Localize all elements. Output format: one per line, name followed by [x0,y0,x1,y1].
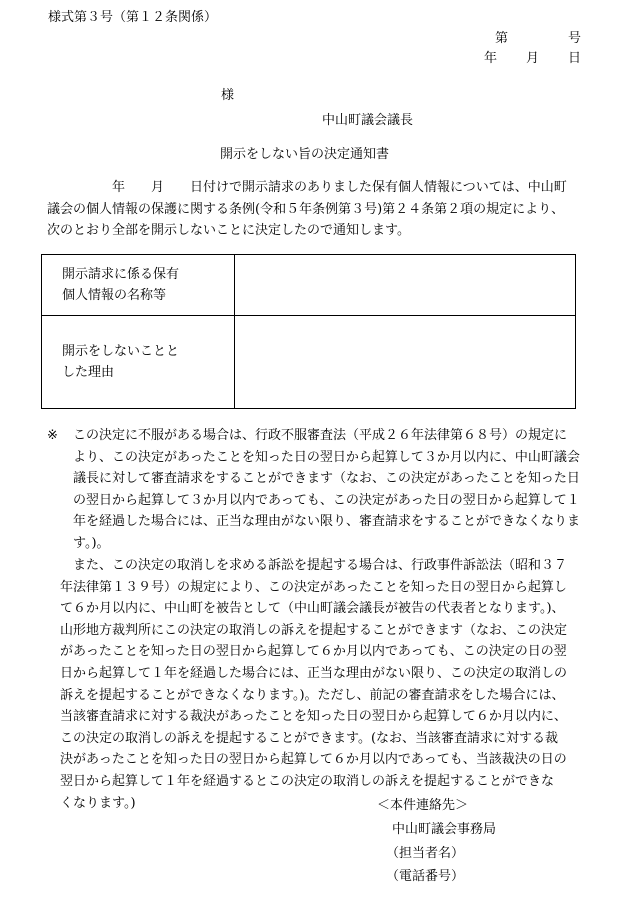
document-title: 開示をしない旨の決定通知書 [220,147,390,162]
note-line: 年を経過した場合には、正当な理由がない限り、審査請求をすることができなくなりま [73,514,581,530]
note-line: 訴えを提起することができなくなります。)。ただし、前記の審査請求をした場合には、 [60,687,565,703]
note-line: 当該審査請求に対する裁決があったことを知った日の翌日から起算して６か月以内に、 [60,709,567,725]
date-day: 日 [568,51,582,66]
body-line: 年 月 日付けで開示請求のありました保有個人情報については、中山町 [47,180,567,195]
note-line: の翌日から起算して３か月以内であっても、この決定があった日の翌日から起算して１ [73,492,580,508]
table-row [42,316,576,409]
note-line: くなります。) [60,795,136,811]
doc-number-dai: 第 [495,31,509,46]
body-text [47,177,583,242]
note-line: 議長に対して審査請求をすることができます（なお、この決定があったことを知った日 [73,471,580,487]
doc-number-go: 号 [568,31,582,46]
info-table [41,254,576,409]
table-row [42,255,576,316]
date-year: 年 [484,51,498,66]
row2-label-line: 開示をしないことと [62,344,180,359]
note-line: 山形地方裁判所にこの決定の取消しの訴えを提起することができます（なお、この決定 [60,622,568,638]
note-line: 日から起算して１年を経過した場合には、正当な理由がない限り、この決定の取消しの [60,665,568,681]
sender-name: 中山町議会議長 [322,113,414,128]
row1-label-line: 開示請求に係る保有 [62,267,180,282]
note-line: て６か月以内に、中山町を被告として（中山町議会議長が被告の代表者となります。)、 [60,601,565,617]
note-mark: ※ [47,428,58,443]
addressee-suffix: 様 [221,88,235,103]
contact-person: （担当者名） [386,846,465,861]
note-line: この決定の取消しの訴えを提起することができます。(なお、当該審査請求に対する裁 [60,730,559,746]
date-month: 月 [526,51,540,66]
note-paragraph-2 [60,555,585,814]
note-line: す。)。 [73,535,110,551]
note-line: この決定に不服がある場合は、行政不服審査法（平成２６年法律第６８号）の規定に [73,428,568,443]
contact-office: 中山町議会事務局 [392,822,497,837]
note-line: より、この決定があったことを知った日の翌日から起算して３か月以内に、中山町議会 [73,449,580,465]
row1-label [42,255,235,316]
note-line: 年法律第１３９号）の規定により、この決定があったことを知った日の翌日から起算し [60,579,567,595]
note-paragraph-1 [73,425,583,555]
body-line: 次のとおり全部を開示しないことに決定したので通知します。 [47,223,410,239]
row2-label-line: した理由 [62,365,115,380]
body-line: 議会の個人情報の保護に関する条例(令和５年条例第３号)第２４条第２項の規定により、 [47,201,565,217]
note-line: があったことを知った日の翌日から起算して６か月以内であっても、この決定の日の翌 [60,644,567,660]
row2-label [42,316,235,409]
note-line: また、この決定の取消しを求める訴訟を提起する場合は、行政事件訴訟法（昭和３７ [60,558,568,573]
row1-value [235,255,576,316]
contact-heading: ＜本件連絡先＞ [377,798,469,813]
row2-value [235,316,576,409]
form-label: 様式第３号（第１２条関係） [48,10,218,25]
row1-label-line: 個人情報の名称等 [62,288,167,303]
contact-phone: （電話番号） [386,869,465,884]
note-line: 翌日から起算して１年を経過するとこの決定の取消しの訴えを提起することができな [60,773,555,789]
note-line: 決があったことを知った日の翌日から起算して６か月以内であっても、当該裁決の日の [60,752,567,768]
